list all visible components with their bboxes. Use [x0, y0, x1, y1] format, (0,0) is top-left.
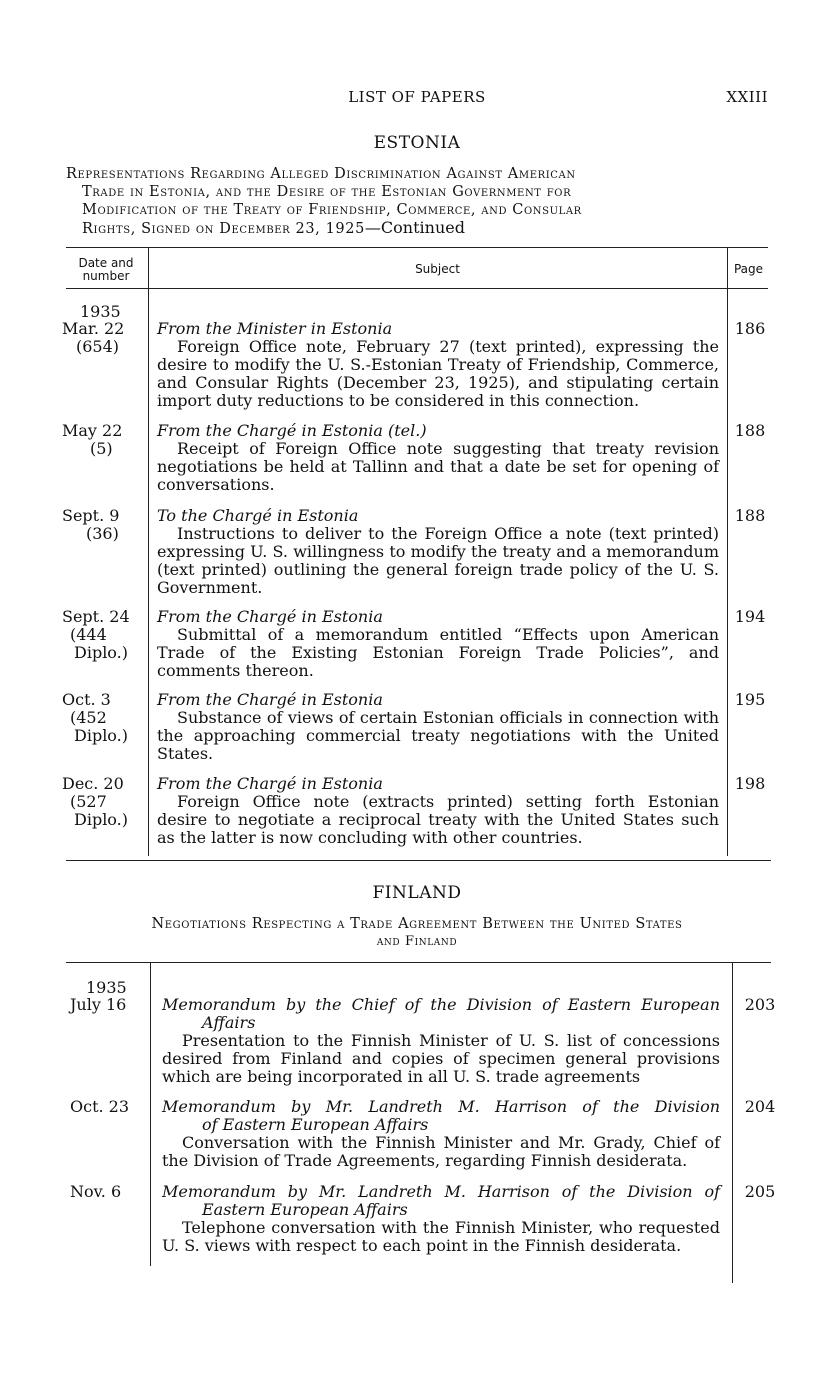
entry-page: 204 — [744, 1097, 776, 1116]
entry-heading: From the Chargé in Estonia — [157, 690, 383, 709]
list-item — [157, 691, 719, 763]
entry-date: May 22 — [62, 421, 123, 440]
entry-date: Sept. 9 — [62, 506, 120, 525]
list-item — [157, 422, 719, 494]
list-item — [162, 1098, 720, 1170]
entry-text: Telephone conversation with the Finnish Minister, who requested U. S. views with respect to each point in the Finnish desiderata. — [162, 1218, 720, 1255]
entry-page: 198 — [734, 774, 766, 793]
entry-number: (654) — [76, 337, 120, 356]
entry-page: 205 — [744, 1182, 776, 1201]
entry-text: Foreign Office note, February 27 (text printed), expressing the desire to modify the U. S.-Estonian Treaty of Friendship, Commerce, and Consular Rights (December 23, 1925), and stipulating certain import duty reductions to be considered in this connection. — [157, 337, 719, 410]
entry-text: Instructions to deliver to the Foreign Office a note (text printed) expressing U. S. willingness to modify the treaty and a memorandum (text printed) outlining the general foreign trade policy of the U. S. Government. — [157, 524, 719, 597]
entry-text: Foreign Office note (extracts printed) setting forth Estonian desire to negotiate a reciprocal treaty with the United States such as the latter is now concluding with other countries. — [157, 792, 719, 847]
section-end-rule — [66, 860, 771, 861]
entry-heading: From the Minister in Estonia — [157, 319, 393, 338]
entry-number: Diplo.) — [74, 726, 128, 745]
subject-line: Trade in Estonia, and the Desire of the Estonian Government for — [82, 184, 572, 200]
list-item — [157, 608, 719, 680]
entry-date: Oct. 3 — [62, 690, 111, 709]
page-numeral: XXIII — [726, 88, 768, 106]
list-item — [157, 320, 719, 410]
running-head-title: LIST OF PAPERS — [348, 88, 486, 106]
running-head — [66, 88, 768, 110]
table-header-rule — [66, 288, 768, 289]
section-title-estonia: ESTONIA — [373, 133, 461, 153]
subject-line-text: Rights, Signed on December 23, 1925 — [82, 221, 365, 237]
entry-heading-cont: Affairs — [202, 1013, 256, 1032]
entry-number: (452 — [70, 708, 107, 727]
entry-text: Substance of views of certain Estonian officials in connection with the approaching commercial treaty negotiations with the United States. — [157, 708, 719, 763]
column-divider — [727, 248, 728, 856]
entry-heading: To the Chargé in Estonia — [157, 506, 359, 525]
column-divider — [148, 248, 149, 856]
entry-number: (444 — [70, 625, 107, 644]
estonia-subject-heading — [66, 165, 768, 238]
entry-text: Receipt of Foreign Office note suggesting that treaty revision negotiations be held at Tallinn and that a date be set for opening of conversations. — [157, 439, 719, 494]
entry-date: Dec. 20 — [62, 774, 124, 793]
column-header-date: Date and number — [78, 256, 134, 283]
entry-heading: Memorandum by Mr. Landreth M. Harrison of the Division of — [162, 1182, 720, 1201]
entry-number: (5) — [90, 439, 113, 458]
subject-line: and Finland — [376, 934, 458, 949]
entry-heading: Memorandum by Mr. Landreth M. Harrison of the Division — [162, 1097, 720, 1116]
entry-heading: From the Chargé in Estonia (tel.) — [157, 421, 427, 440]
entry-text: Conversation with the Finnish Minister and Mr. Grady, Chief of the Division of Trade Agreements, regarding Finnish desiderata. — [162, 1133, 720, 1170]
table-top-rule — [66, 247, 768, 248]
entry-text: Presentation to the Finnish Minister of U. S. list of concessions desired from Finland and copies of specimen general provisions which are being incorporated in all U. S. trade agreements — [162, 1031, 720, 1086]
entry-heading: From the Chargé in Estonia — [157, 607, 383, 626]
finland-subject-heading — [66, 915, 768, 951]
subject-line: Modification of the Treaty of Friendship, Commerce, and Consular — [82, 202, 582, 218]
entry-date: July 16 — [70, 995, 127, 1014]
entry-page: 203 — [744, 995, 776, 1014]
entry-date: Sept. 24 — [62, 607, 130, 626]
entry-number: Diplo.) — [74, 643, 128, 662]
subject-line — [66, 219, 768, 238]
entry-number: (527 — [70, 792, 107, 811]
column-header-subject: Subject — [415, 262, 460, 276]
column-divider — [150, 963, 151, 1266]
entry-page: 186 — [734, 319, 766, 338]
entry-heading-cont: Eastern European Affairs — [202, 1200, 408, 1219]
entry-heading: Memorandum by the Chief of the Division of Eastern European — [162, 995, 720, 1014]
subject-line: Representations Regarding Alleged Discrimination Against American — [66, 166, 576, 182]
entry-date: Oct. 23 — [70, 1097, 130, 1116]
table-top-rule — [66, 962, 771, 963]
entry-text: Submittal of a memorandum entitled “Effects upon American Trade of the Existing Estonian Foreign Trade Policies”, and comments thereon. — [157, 625, 719, 680]
column-header-page: Page — [733, 262, 764, 276]
list-item — [157, 775, 719, 847]
year-label: 1935 — [80, 302, 121, 321]
entry-page: 194 — [734, 607, 766, 626]
entry-date: Nov. 6 — [70, 1182, 122, 1201]
year-label: 1935 — [86, 978, 127, 997]
entry-page: 188 — [734, 421, 766, 440]
entry-heading-cont: of Eastern European Affairs — [202, 1115, 429, 1134]
entry-page: 195 — [734, 690, 766, 709]
entry-number: (36) — [86, 524, 119, 543]
column-divider — [732, 963, 733, 1283]
entry-heading: From the Chargé in Estonia — [157, 774, 383, 793]
section-title-finland: FINLAND — [372, 883, 462, 903]
list-item — [157, 507, 719, 597]
list-item — [162, 1183, 720, 1255]
continued-label: —Continued — [364, 218, 465, 237]
subject-line: Negotiations Respecting a Trade Agreement Between the United States — [151, 916, 683, 932]
entry-date: Mar. 22 — [62, 319, 125, 338]
list-item — [162, 996, 720, 1086]
entry-page: 188 — [734, 506, 766, 525]
entry-number: Diplo.) — [74, 810, 128, 829]
